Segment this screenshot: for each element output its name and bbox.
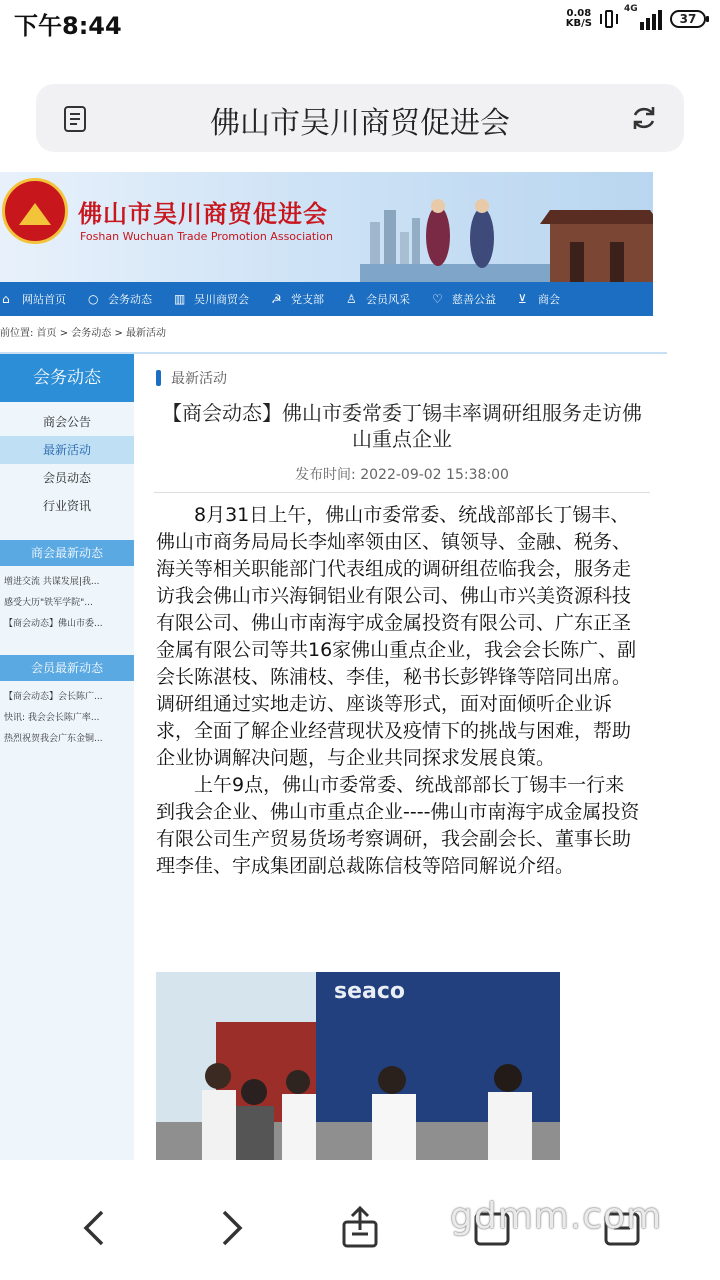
back-icon[interactable] bbox=[72, 1204, 120, 1252]
vibrate-icon bbox=[600, 8, 618, 30]
banner-title: 佛山市吴川商贸促进会 bbox=[78, 200, 328, 228]
bulb-icon: ○ bbox=[88, 292, 99, 306]
nav-news[interactable]: ○ 会务动态 bbox=[88, 292, 152, 306]
home-icon: ⌂ bbox=[2, 292, 10, 306]
sidebar-item-industry[interactable]: 行业资讯 bbox=[42, 499, 91, 513]
site-nav bbox=[0, 282, 653, 316]
sidebar-heading: 会务动态 bbox=[0, 354, 134, 402]
breadcrumb: 前位置: 首页 > 会务动态 > 最新活动 bbox=[0, 328, 167, 339]
cart-icon: ⊻ bbox=[518, 292, 527, 306]
web-content bbox=[0, 172, 720, 1160]
sidebar-item-member-news[interactable]: 会员动态 bbox=[42, 471, 91, 485]
status-time: 下午8:44 bbox=[14, 12, 122, 40]
nav-members[interactable]: ♙ 会员风采 bbox=[346, 292, 410, 306]
article-title: 【商会动态】佛山市委常委丁锡丰率调研组服务走访佛山重点企业 bbox=[162, 401, 642, 451]
banner-illustration bbox=[360, 192, 653, 282]
sidebar-news-heading: 商会最新动态 bbox=[0, 540, 134, 566]
nav-charity[interactable]: ♡ 慈善公益 bbox=[432, 292, 496, 306]
sidebar-member-heading: 会员最新动态 bbox=[0, 655, 134, 681]
association-logo-icon bbox=[2, 178, 68, 244]
address-bar[interactable] bbox=[36, 84, 684, 152]
forward-icon[interactable] bbox=[206, 1204, 254, 1252]
article-photo bbox=[156, 972, 560, 1160]
nav-association[interactable]: ▥ 吴川商贸会 bbox=[174, 292, 249, 306]
refresh-icon[interactable] bbox=[630, 104, 658, 132]
list-item[interactable]: 热烈祝贺我会广东金铜... bbox=[4, 734, 103, 744]
sidebar-item-announcements[interactable]: 商会公告 bbox=[42, 415, 91, 429]
site-banner bbox=[0, 172, 653, 282]
watermark: gdmm.com bbox=[450, 1196, 663, 1237]
container-logo: seaco bbox=[334, 979, 406, 1004]
sidebar-news-list bbox=[0, 566, 134, 635]
list-item[interactable]: 【商会动态】佛山市委... bbox=[4, 619, 103, 629]
publish-date: 发布时间: 2022-09-02 15:38:00 bbox=[295, 467, 509, 483]
article-panel bbox=[154, 354, 650, 1160]
party-emblem-icon: ☭ bbox=[271, 292, 282, 306]
sidebar-item-latest[interactable]: 最新活动 bbox=[0, 436, 134, 464]
building-icon: ▥ bbox=[174, 292, 186, 306]
status-icons bbox=[565, 4, 706, 30]
list-item[interactable]: 快讯: 我会会长陈广率... bbox=[4, 713, 100, 723]
share-icon[interactable] bbox=[336, 1204, 384, 1252]
nav-shop[interactable]: ⊻ 商会 bbox=[518, 292, 560, 306]
divider bbox=[154, 492, 650, 493]
section-label: 最新活动 bbox=[156, 368, 227, 388]
paragraph: 8月31日上午，佛山市委常委、统战部部长丁锡丰、佛山市商务局局长李灿率领由区、镇领导、金融、税务、海关等相关职能部门代表组成的调研组莅临我会，服务走访我会佛山市兴海铜铝业有限公司、佛山市兴美资源科技有限公司、佛山市南海宇成金属投资有限公司、广东正圣金属有限公司等共16家佛山重点企业，我会会长陈广、副会长陈湛枝、陈浦枝、李佳，秘书长彭铧锋等陪同出席。调研组通过实地走访、座谈等形式，面对面倾听企业诉求，全面了解企业经营现状及疫情下的挑战与困难，帮助企业协调解决问题，与企业共同探求发展良策。 bbox=[156, 504, 637, 769]
sidebar-member-list bbox=[0, 681, 134, 750]
sidebar-menu bbox=[0, 408, 134, 520]
net-speed: 0.08 KB/S bbox=[565, 8, 592, 29]
article-body bbox=[156, 502, 642, 880]
list-item[interactable]: 增进交流 共谋发展|我... bbox=[4, 577, 100, 587]
nav-home[interactable]: ⌂ 网站首页 bbox=[2, 292, 66, 306]
sidebar bbox=[0, 354, 134, 1160]
nav-party[interactable]: ☭ 党支部 bbox=[271, 292, 324, 306]
battery-icon: 37 bbox=[670, 10, 706, 28]
banner-subtitle: Foshan Wuchuan Trade Promotion Association bbox=[80, 230, 333, 243]
signal-icon: 4G bbox=[626, 8, 662, 30]
list-item[interactable]: 【商会动态】会长陈广... bbox=[4, 692, 103, 702]
status-bar bbox=[0, 0, 720, 40]
page-title[interactable]: 佛山市吴川商贸促进会 bbox=[210, 106, 510, 141]
heart-icon: ♡ bbox=[432, 292, 443, 306]
paragraph: 上午9点，佛山市委常委、统战部部长丁锡丰一行来到我会企业、佛山市重点企业----佛山市南海宇成金属投资有限公司生产贸易货场考察调研，我会副会长、董事长助理李佳、宇成集团副总裁陈信枝等陪同解说介绍。 bbox=[156, 774, 640, 877]
list-item[interactable]: 感受大历"铁军学院"... bbox=[4, 598, 93, 608]
members-icon: ♙ bbox=[346, 292, 357, 306]
